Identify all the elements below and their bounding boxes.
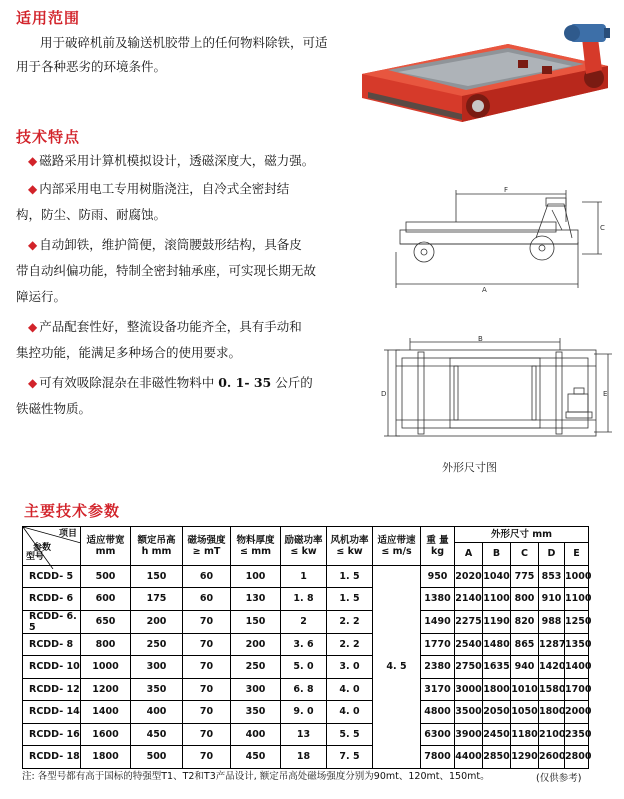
cell-kg: 1380 — [421, 588, 455, 611]
cell-exc: 18 — [281, 746, 327, 769]
dim-label-d: D — [381, 390, 387, 398]
table-row — [23, 588, 589, 611]
feature-5-pre: 可有效吸除混杂在非磁性物料中 — [39, 375, 219, 390]
cell-a: 3900 — [455, 723, 483, 746]
cell-h: 250 — [131, 633, 183, 656]
cell-b: 1040 — [483, 565, 511, 588]
cell-belt: 1200 — [81, 678, 131, 701]
cell-kg: 7800 — [421, 746, 455, 769]
cell-e: 1400 — [565, 656, 589, 679]
cell-belt-speed: 4. 5 — [373, 565, 421, 768]
header-dim-d: D — [539, 543, 565, 566]
features-title: 技术特点 — [16, 128, 81, 146]
cell-mt: 70 — [183, 678, 231, 701]
cell-belt: 600 — [81, 588, 131, 611]
cell-b: 1100 — [483, 588, 511, 611]
cell-belt: 1400 — [81, 701, 131, 724]
cell-thick: 400 — [231, 723, 281, 746]
cell-model: RCDD- 6 — [23, 588, 81, 611]
cell-h: 175 — [131, 588, 183, 611]
cell-e: 1100 — [565, 588, 589, 611]
cell-kg: 2380 — [421, 656, 455, 679]
cell-mt: 70 — [183, 656, 231, 679]
spec-table — [22, 526, 592, 769]
table-row — [23, 565, 589, 588]
cell-belt: 650 — [81, 610, 131, 633]
cell-h: 300 — [131, 656, 183, 679]
cell-exc: 1. 8 — [281, 588, 327, 611]
cell-fan: 7. 5 — [327, 746, 373, 769]
cell-thick: 100 — [231, 565, 281, 588]
cell-c: 775 — [511, 565, 539, 588]
cell-thick: 350 — [231, 701, 281, 724]
feature-2-line-2: 构，防尘、防雨、耐腐蚀。 — [16, 207, 167, 222]
cell-kg: 1490 — [421, 610, 455, 633]
cell-a: 2140 — [455, 588, 483, 611]
cell-e: 1000 — [565, 565, 589, 588]
table-row — [23, 723, 589, 746]
cell-model: RCDD- 14 — [23, 701, 81, 724]
cell-thick: 130 — [231, 588, 281, 611]
cell-d: 1580 — [539, 678, 565, 701]
cell-e: 2350 — [565, 723, 589, 746]
table-row — [23, 656, 589, 679]
scope-line-2: 用于各种恶劣的环境条件。 — [16, 59, 167, 74]
cell-mt: 70 — [183, 723, 231, 746]
cell-mt: 60 — [183, 565, 231, 588]
dim-label-c: C — [600, 224, 605, 232]
cell-b: 2850 — [483, 746, 511, 769]
footnote: 注: 各型号都有高于国标的特强型T1、T2和T3产品设计, 额定吊高处磁场强度分别为90mt、120mt、150mt。 — [22, 771, 490, 782]
cell-model: RCDD- 6. 5 — [23, 610, 81, 633]
feature-5-line-2: 铁磁性物质。 — [16, 401, 92, 416]
magnetic-separator-photo — [358, 14, 612, 130]
cell-h: 500 — [131, 746, 183, 769]
cell-model: RCDD- 10 — [23, 656, 81, 679]
header-weight: 重 量 kg — [421, 527, 455, 566]
scope-line-1: 用于破碎机前及输送机胶带上的任何物料除铁，可适 — [40, 35, 328, 50]
cell-model: RCDD- 5 — [23, 565, 81, 588]
table-row — [23, 701, 589, 724]
cell-d: 853 — [539, 565, 565, 588]
corner-model: 型号 — [26, 551, 45, 562]
header-dim-c: C — [511, 543, 539, 566]
cell-belt: 800 — [81, 633, 131, 656]
cell-e: 1350 — [565, 633, 589, 656]
feature-3-line-1: 自动卸铁，维护简便，滚筒腰鼓形结构，具备皮 — [39, 237, 302, 252]
dim-label-b: B — [478, 336, 483, 343]
feature-item-3 — [28, 234, 302, 256]
cell-d: 1420 — [539, 656, 565, 679]
cell-c: 1290 — [511, 746, 539, 769]
cell-b: 2050 — [483, 701, 511, 724]
feature-item-4 — [28, 316, 302, 338]
table-row — [23, 633, 589, 656]
feature-item-5 — [28, 372, 313, 394]
feature-5-range: 0. 1- 35 — [218, 375, 272, 390]
cell-a: 3500 — [455, 701, 483, 724]
cell-thick: 150 — [231, 610, 281, 633]
cell-c: 865 — [511, 633, 539, 656]
reference-note: (仅供参考) — [536, 773, 582, 784]
cell-fan: 3. 0 — [327, 656, 373, 679]
cell-d: 2100 — [539, 723, 565, 746]
cell-model: RCDD- 18 — [23, 746, 81, 769]
cell-fan: 1. 5 — [327, 588, 373, 611]
dim-label-f: F — [504, 186, 509, 194]
cell-mt: 70 — [183, 610, 231, 633]
cell-belt: 1600 — [81, 723, 131, 746]
header-belt-speed: 适应带速 ≤ m/s — [373, 527, 421, 566]
drawing-caption: 外形尺寸图 — [442, 461, 497, 474]
table-corner-header — [23, 527, 81, 566]
bullet-icon: ◆ — [28, 182, 38, 196]
cell-a: 3000 — [455, 678, 483, 701]
feature-3-line-3: 障运行。 — [16, 289, 67, 304]
cell-h: 450 — [131, 723, 183, 746]
cell-belt: 1000 — [81, 656, 131, 679]
cell-thick: 450 — [231, 746, 281, 769]
bullet-icon: ◆ — [28, 320, 38, 334]
cell-d: 910 — [539, 588, 565, 611]
cell-belt: 1800 — [81, 746, 131, 769]
cell-thick: 250 — [231, 656, 281, 679]
cell-exc: 2 — [281, 610, 327, 633]
cell-thick: 300 — [231, 678, 281, 701]
cell-kg: 3170 — [421, 678, 455, 701]
cell-c: 820 — [511, 610, 539, 633]
cell-d: 1800 — [539, 701, 565, 724]
cell-h: 150 — [131, 565, 183, 588]
spec-table-body — [23, 565, 592, 768]
cell-fan: 2. 2 — [327, 610, 373, 633]
cell-exc: 9. 0 — [281, 701, 327, 724]
cell-a: 2540 — [455, 633, 483, 656]
header-field-strength: 磁场强度 ≥ mT — [183, 527, 231, 566]
cell-h: 350 — [131, 678, 183, 701]
cell-e: 1700 — [565, 678, 589, 701]
corner-param: 参数 — [33, 543, 52, 553]
cell-mt: 70 — [183, 746, 231, 769]
feature-1-line-1: 磁路采用计算机模拟设计，透磁深度大，磁力强。 — [39, 153, 315, 168]
cell-mt: 70 — [183, 633, 231, 656]
cell-a: 2275 — [455, 610, 483, 633]
cell-kg: 950 — [421, 565, 455, 588]
feature-item-1 — [28, 150, 314, 172]
table-row — [23, 746, 589, 769]
cell-d: 1287 — [539, 633, 565, 656]
header-material-thickness: 物料厚度 ≤ mm — [231, 527, 281, 566]
cell-kg: 6300 — [421, 723, 455, 746]
cell-fan: 1. 5 — [327, 565, 373, 588]
bullet-icon: ◆ — [28, 238, 38, 252]
cell-belt: 500 — [81, 565, 131, 588]
header-excitation-power: 励磁功率 ≤ kw — [281, 527, 327, 566]
cell-e: 2800 — [565, 746, 589, 769]
header-dim-a: A — [455, 543, 483, 566]
cell-kg: 1770 — [421, 633, 455, 656]
cell-thick: 200 — [231, 633, 281, 656]
header-dim-b: B — [483, 543, 511, 566]
feature-4-line-2: 集控功能，能满足多种场合的使用要求。 — [16, 345, 242, 360]
specs-title: 主要技术参数 — [24, 502, 121, 520]
scope-title: 适用范围 — [16, 9, 81, 27]
dim-label-a: A — [482, 286, 487, 294]
cell-h: 200 — [131, 610, 183, 633]
table-row — [23, 678, 589, 701]
cell-d: 988 — [539, 610, 565, 633]
corner-item: 项目 — [58, 529, 77, 539]
cell-kg: 4800 — [421, 701, 455, 724]
cell-a: 2020 — [455, 565, 483, 588]
cell-a: 4400 — [455, 746, 483, 769]
cell-mt: 70 — [183, 701, 231, 724]
cell-exc: 13 — [281, 723, 327, 746]
cell-fan: 4. 0 — [327, 701, 373, 724]
cell-fan: 2. 2 — [327, 633, 373, 656]
cell-exc: 6. 8 — [281, 678, 327, 701]
cell-b: 1635 — [483, 656, 511, 679]
table-row — [23, 610, 589, 633]
feature-4-line-1: 产品配套性好，整流设备功能齐全，具有手动和 — [39, 319, 302, 334]
bullet-icon: ◆ — [28, 376, 38, 390]
cell-model: RCDD- 16 — [23, 723, 81, 746]
cell-a: 2750 — [455, 656, 483, 679]
top-view-drawing — [380, 336, 614, 446]
cell-c: 1180 — [511, 723, 539, 746]
header-fan-power: 风机功率 ≤ kw — [327, 527, 373, 566]
side-view-drawing — [386, 182, 612, 294]
cell-c: 940 — [511, 656, 539, 679]
cell-exc: 5. 0 — [281, 656, 327, 679]
cell-c: 1050 — [511, 701, 539, 724]
header-hang-height: 额定吊高 h mm — [131, 527, 183, 566]
dim-label-e: E — [603, 390, 608, 398]
cell-fan: 4. 0 — [327, 678, 373, 701]
cell-b: 2450 — [483, 723, 511, 746]
cell-d: 2600 — [539, 746, 565, 769]
cell-h: 400 — [131, 701, 183, 724]
header-dimensions: 外形尺寸 mm — [455, 527, 589, 543]
cell-b: 1190 — [483, 610, 511, 633]
feature-5-post: 公斤的 — [271, 375, 313, 390]
cell-exc: 3. 6 — [281, 633, 327, 656]
feature-2-line-1: 内部采用电工专用树脂浇注，自冷式全密封结 — [39, 181, 290, 196]
cell-e: 1250 — [565, 610, 589, 633]
cell-b: 1480 — [483, 633, 511, 656]
feature-item-2 — [28, 178, 289, 200]
cell-c: 1010 — [511, 678, 539, 701]
cell-fan: 5. 5 — [327, 723, 373, 746]
cell-model: RCDD- 8 — [23, 633, 81, 656]
cell-mt: 60 — [183, 588, 231, 611]
cell-model: RCDD- 12 — [23, 678, 81, 701]
header-belt-width: 适应带宽 mm — [81, 527, 131, 566]
bullet-icon: ◆ — [28, 154, 38, 168]
cell-c: 800 — [511, 588, 539, 611]
feature-3-line-2: 带自动纠偏功能，特制全密封轴承座，可实现长期无故 — [16, 263, 317, 278]
cell-e: 2000 — [565, 701, 589, 724]
cell-b: 1800 — [483, 678, 511, 701]
cell-exc: 1 — [281, 565, 327, 588]
header-dim-e: E — [565, 543, 589, 566]
